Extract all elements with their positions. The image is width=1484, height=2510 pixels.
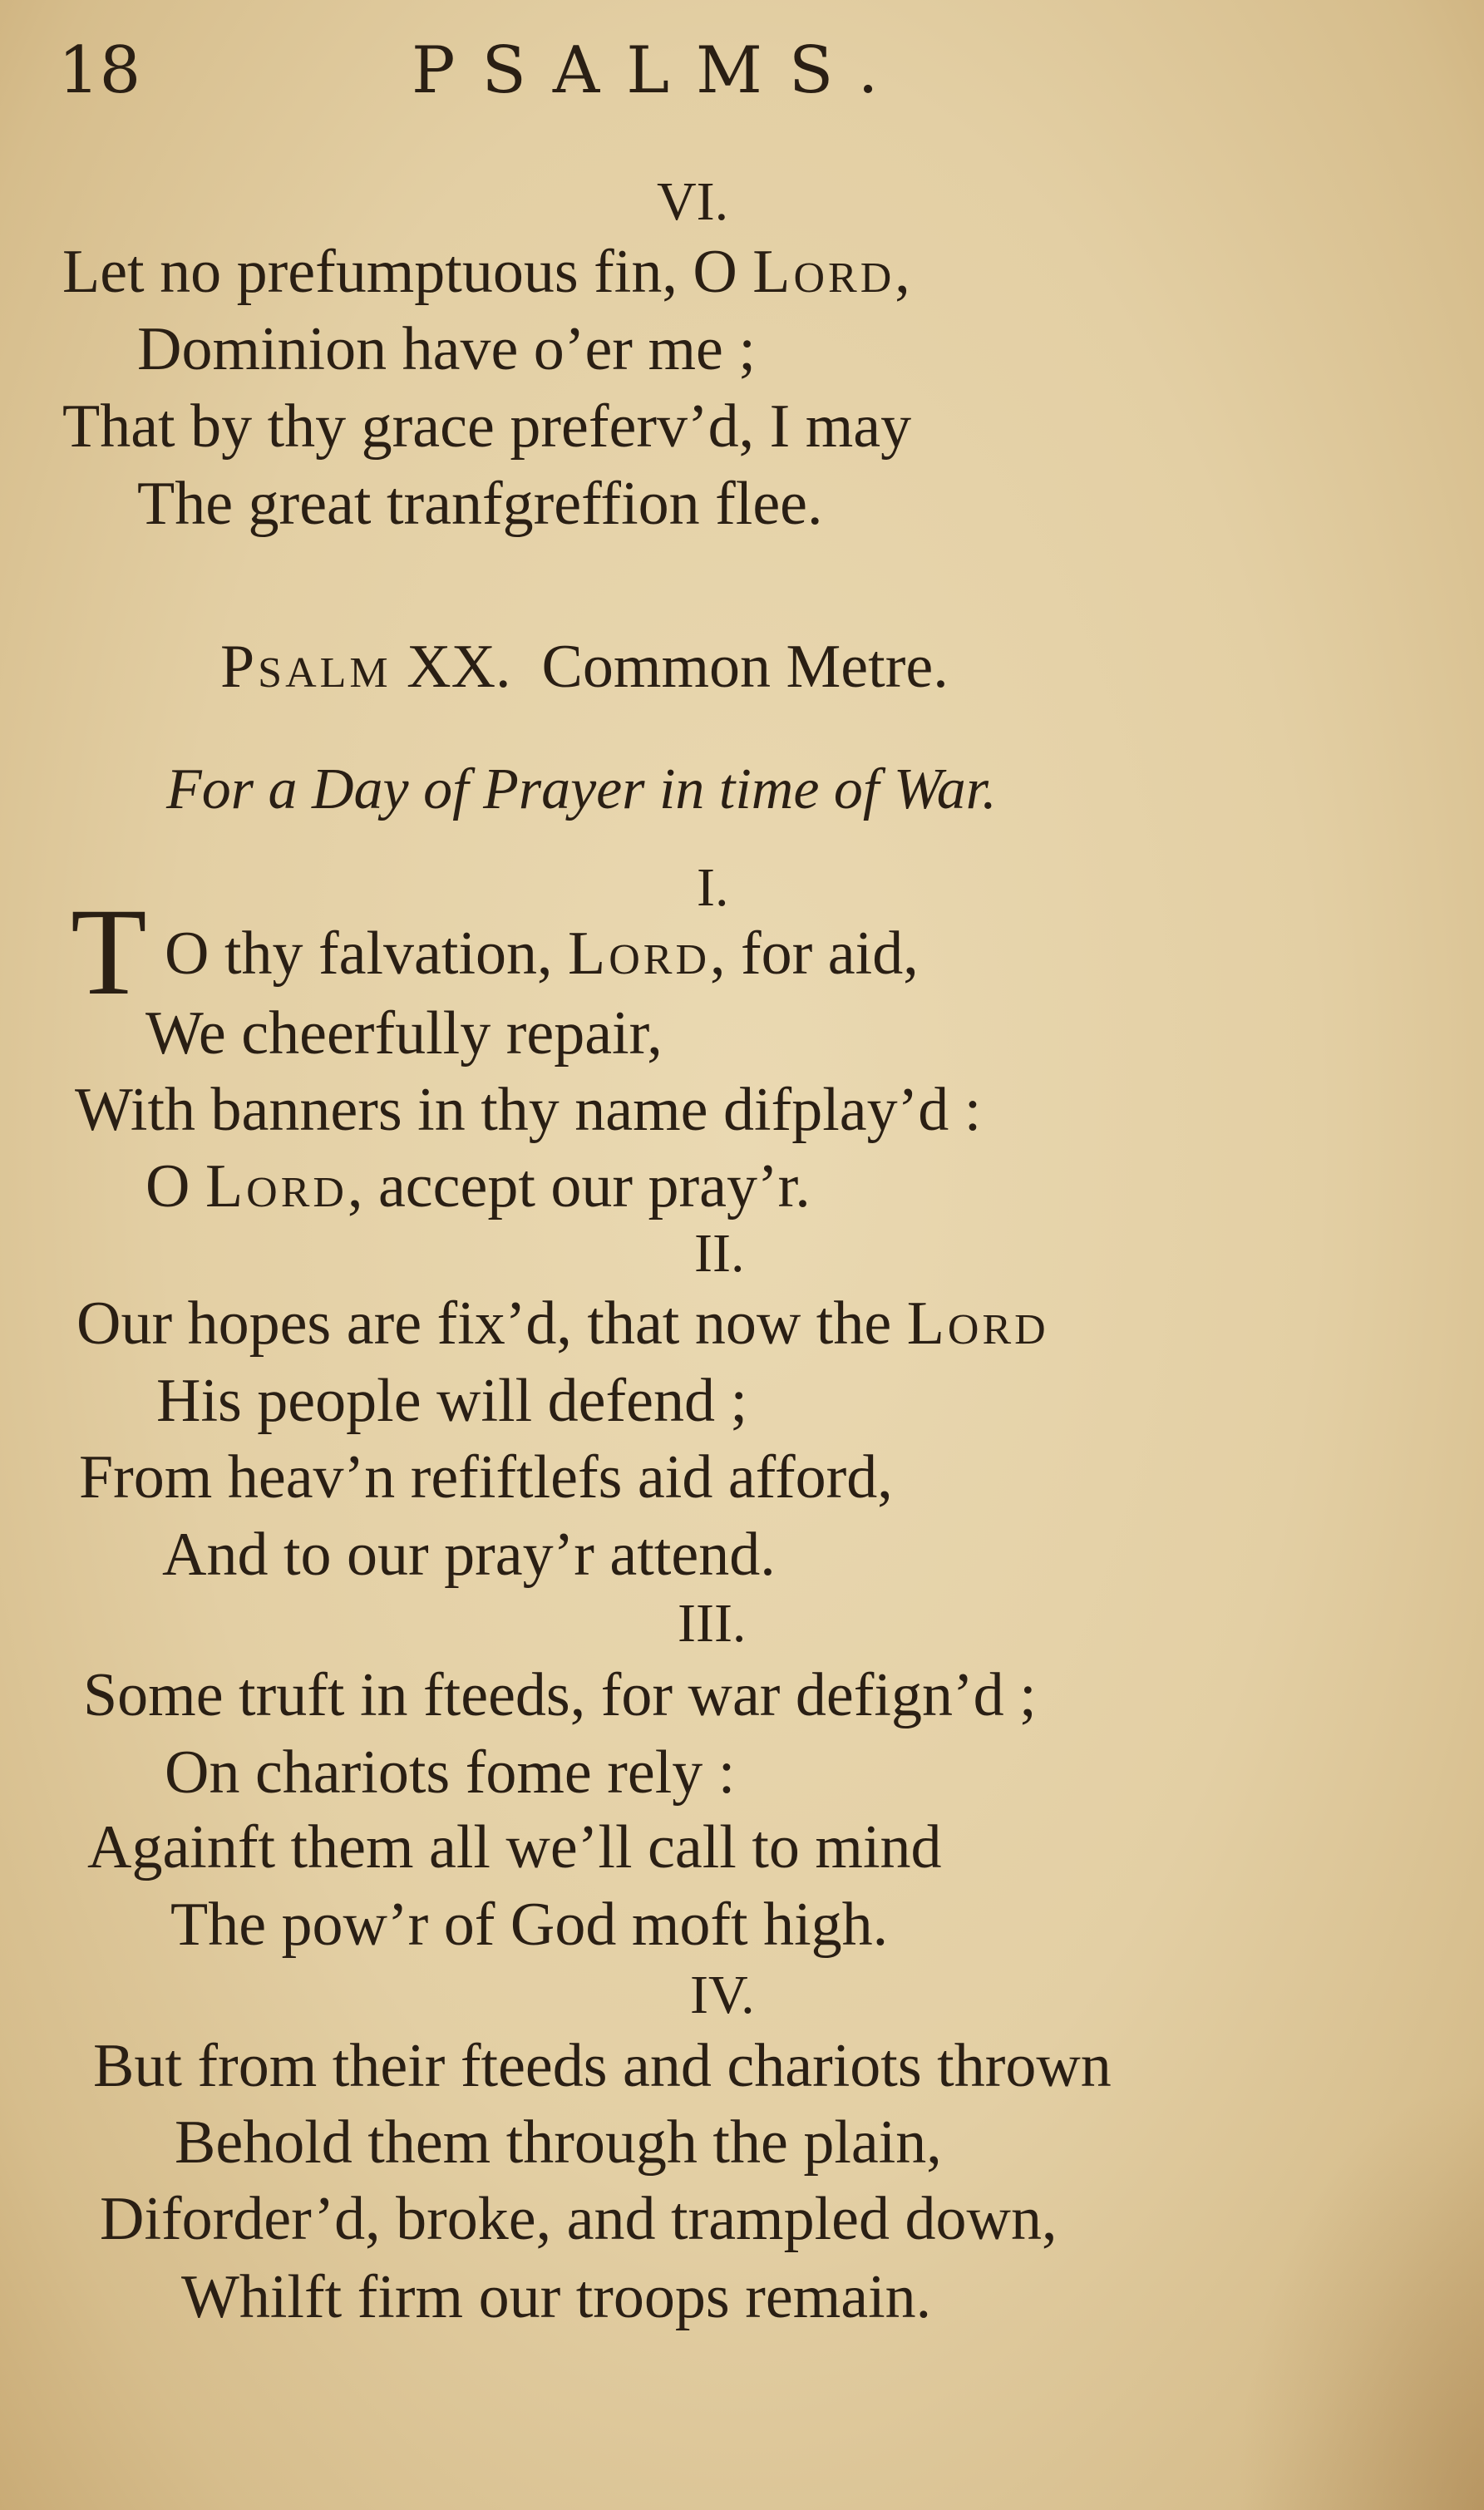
stanza-numeral-ii: II. [694, 1223, 745, 1284]
verse-line: And to our pray’r attend. [162, 1521, 776, 1589]
verse-line: We cheerfully repair, [145, 999, 663, 1068]
verse-line: O thy falvation, Lord, for aid, [165, 920, 919, 988]
page-edge-shadow [1235, 2078, 1484, 2510]
verse-line: Let no prefumptuous fin, O Lord, [62, 238, 910, 306]
verse-line: With banners in thy name difplay’d : [75, 1076, 982, 1144]
stanza-numeral-iv: IV. [690, 1965, 755, 2025]
verse-line: O Lord, accept our pray’r. [145, 1152, 811, 1220]
drop-cap: T [71, 883, 147, 1021]
verse-line: Our hopes are fix’d, that now the Lord [76, 1290, 1049, 1358]
stanza-numeral-iii: III. [678, 1593, 747, 1654]
verse-line: Behold them through the plain, [175, 2108, 942, 2177]
verse-line: Dominion have o’er me ; [137, 315, 756, 383]
verse-line: The pow’r of God moft high. [170, 1891, 889, 1959]
psalm-subtitle: For a Day of Prayer in time of War. [166, 757, 997, 821]
page-number: 18 [58, 33, 141, 108]
stanza-numeral-vi: VI. [657, 171, 729, 232]
verse-line: On chariots fome rely : [165, 1738, 736, 1807]
stanza-numeral-i: I. [697, 857, 729, 918]
verse-line: Againft them all we’ll call to mind [87, 1813, 942, 1881]
verse-line: His people will defend ; [156, 1367, 748, 1435]
verse-line: That by thy grace preferv’d, I may [62, 392, 912, 461]
verse-line: Whilft firm our troops remain. [181, 2263, 932, 2331]
verse-line: From heav’n refiftlefs aid afford, [79, 1443, 893, 1511]
verse-line: Diforder’d, broke, and trampled down, [100, 2185, 1058, 2253]
verse-line: The great tranfgreffion flee. [137, 470, 823, 538]
running-title: PSALMS. [412, 33, 905, 108]
verse-line: Some truft in fteeds, for war defign’d ; [83, 1661, 1037, 1729]
psalm-heading: Psalm XX. Common Metre. [220, 633, 949, 701]
verse-line: But from their fteeds and chariots thrown [93, 2032, 1112, 2100]
